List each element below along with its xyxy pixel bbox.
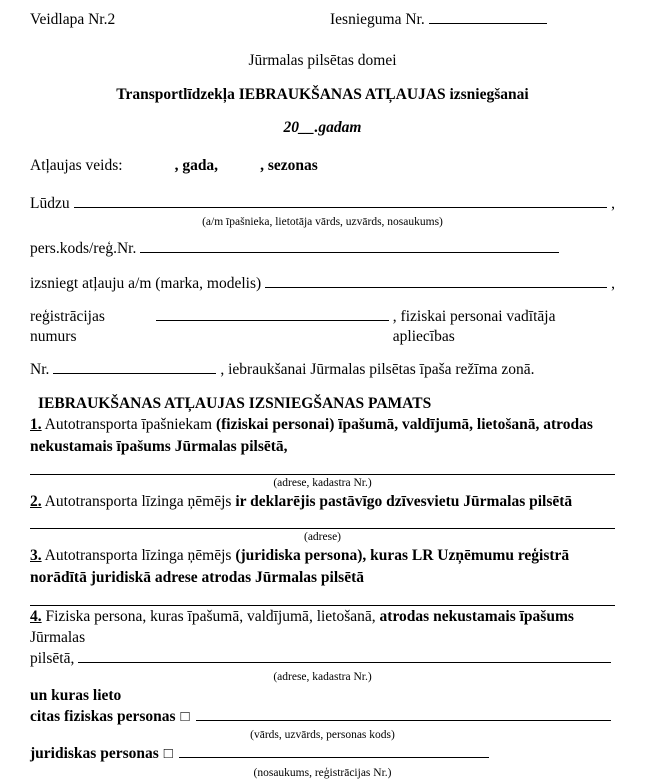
item4-caption: (adrese, kadastra Nr.) [273,670,372,683]
personal-code-blank [140,251,559,253]
vehicle-blank [265,286,607,288]
vehicle-line [30,274,615,294]
item4-text-normal1: Fiziska persona, kuras īpašumā, valdījumā, lietošanā, [41,607,380,625]
ludzu-blank [74,206,608,208]
item1-text-normal: Autotransporta īpašniekam [41,416,216,434]
ludzu-trailing-comma: , [611,194,615,212]
form-number: Veidlapa Nr.2 [30,11,116,28]
item1-number: 1. [30,416,42,434]
citas-fiziskas-personas-label: citas fiziskas personas [30,707,176,725]
permit-type-line [30,156,615,176]
item4-line2-text: pilsētā, [30,649,75,667]
item2-answer-blank [30,514,615,529]
item1-caption: (adrese, kadastra Nr.) [273,477,372,490]
juridiskas-caption: (nosaukums, reģistrācijas Nr.) [253,766,392,779]
item2-text-bold: ir deklarējis pastāvīgo dzīvesvietu Jūrmalas pilsētā [235,493,573,511]
item4-number: 4. [30,607,42,625]
item1-text-bold: (fiziskai personai) īpašumā, valdījumā, lietošanā, atrodas nekustamais īpašums Jūrmalas pilsētā, [30,416,593,455]
item3-text-normal: Autotransporta līzinga ņēmējs [41,547,236,565]
item4-line2 [30,649,615,669]
personal-code-line [30,239,615,259]
juridiskas-personas-line [30,744,615,765]
licence-number-after: , iebraukšanai Jūrmalas pilsētas īpaša režīma zonā. [220,361,535,379]
licence-number-blank [53,372,216,374]
item3-number: 3. [30,547,42,565]
juridiskas-checkbox-icon: □ [163,746,173,763]
item4-answer-blank [78,661,611,663]
item2-number: 2. [30,493,42,511]
item2-caption: (adrese) [303,531,342,544]
item4-text-normal2: Jūrmalas [30,629,86,647]
citas-fiziskas-blank [196,719,611,721]
application-number-block [330,10,615,30]
registration-number-blank [156,319,389,321]
juridiskas-blank [179,756,489,758]
citas-fiziskas-checkbox-icon: □ [180,708,190,725]
citas-fiziskas-caption: (vārds, uzvārds, personas kods) [250,729,395,742]
item3-answer-blank [30,591,615,606]
application-number-label: Iesnieguma Nr. [330,11,425,28]
basis-item-4 [30,606,615,649]
personal-code-label: pers.kods/reģ.Nr. [30,239,137,257]
basis-item-1 [30,414,615,457]
registration-number-line [30,307,615,347]
permit-type-label: Atļaujas veids: [30,156,123,174]
basis-item-2 [30,491,615,512]
registration-number-label: reģistrācijas numurs [30,307,105,346]
basis-section-heading: IEBRAUKŠANAS ATĻAUJAS IZSNIEGŠANAS PAMATS [38,395,432,413]
item2-text-normal: Autotransporta līzinga ņēmējs [41,493,236,511]
citas-fiziskas-personas-line [30,707,615,728]
ludzu-label: Lūdzu [30,194,70,212]
licence-number-line [30,360,615,380]
basis-item-3 [30,545,615,588]
year-line: 20__.gadam [283,119,362,137]
ludzu-line [30,194,615,214]
ludzu-caption: (a/m īpašnieka, lietotāja vārds, uzvārds, nosaukums) [202,215,443,228]
application-number-blank [429,22,547,24]
un-kuras-lieto-line: un kuras lieto [30,686,122,704]
item4-text-bold: atrodas nekustamais īpašums [379,607,574,625]
vehicle-trailing-comma: , [611,274,615,292]
item3-text-bold: (juridiska persona), kuras LR Uzņēmumu reģistrā norādītā juridiskā adrese atrodas Jūrmalas pilsētā [30,547,570,586]
permit-type-option-sezonas: , sezonas [260,156,318,174]
vehicle-label: izsniegt atļauju a/m (marka, modelis) [30,274,262,292]
juridiskas-personas-label: juridiskas personas [30,745,159,763]
registration-number-after: , fiziskai personai vadītāja apliecības [392,307,556,346]
licence-number-label: Nr. [30,361,50,379]
permit-type-option-gada: , gada, [174,156,219,174]
header-row [30,10,615,30]
item1-answer-blank [30,460,615,475]
addressee-line: Jūrmalas pilsētas domei [248,52,397,70]
document-title: Transportlīdzekļa IEBRAUKŠANAS ATĻAUJAS izsniegšanai [116,86,529,104]
